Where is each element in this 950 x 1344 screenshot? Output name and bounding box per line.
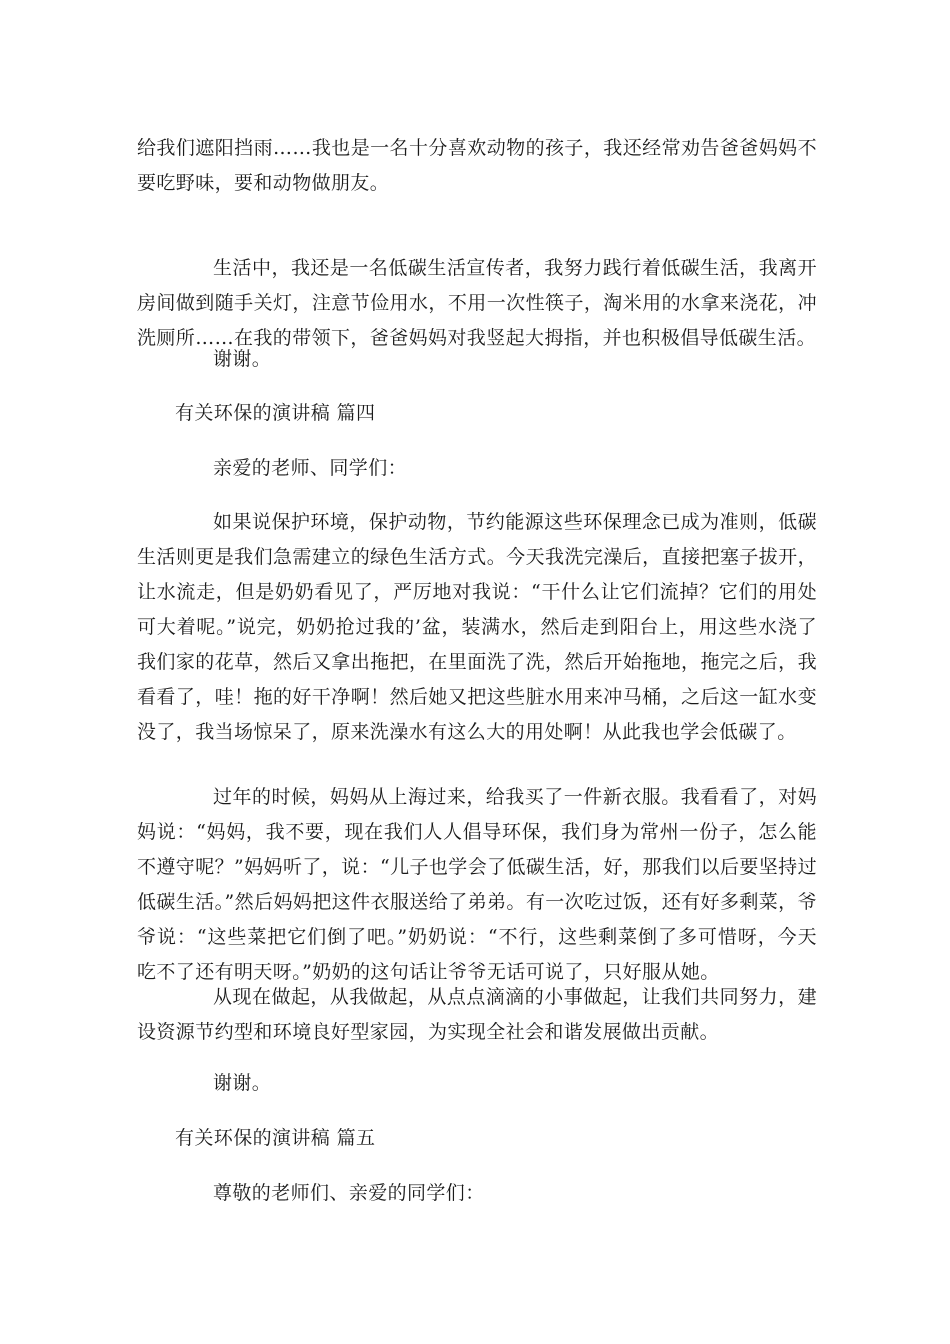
paragraph-low-carbon-promoter: 生活中，我还是一名低碳生活宣传者，我努力践行着低碳生活，我离开房间做到随手关灯，注意节俭用水，不用一次性筷子，淘米用的水拿来浇花，冲洗厕所……在我的带领下，爸爸妈妈对我竖起大拇指，并也积极倡导低碳生活。 xyxy=(137,257,817,349)
paragraph-bath-water: 如果说保护环境，保护动物，节约能源这些环保理念已成为准则，低碳生活则更是我们急需建立的绿色生活方式。今天我洗完澡后，直接把塞子拔开，让水流走，但是奶奶看见了，严厉地对我说：“干什么让它们流掉？它们的用处可大着呢。”说完，奶奶抢过我的’盆，装满水，然后走到阳台上，用这些水浇了我们家的花草，然后又拿出拖把，在里面洗了洗，然后开始拖地，拖完之后，我看看了，哇！拖的好干净啊！然后她又把这些脏水用来冲马桶，之后这一缸水变没了，我当场惊呆了，原来洗澡水有这么大的用处啊！从此我也学会低碳了。 xyxy=(137,511,817,743)
paragraph-new-year-clothes: 过年的时候，妈妈从上海过来，给我买了一件新衣服。我看看了，对妈妈说：“妈妈，我不要，现在我们人人倡导环保，我们身为常州一份子，怎么能不遵守呢？”妈妈听了，说：“儿子也学会了低碳生活，好，那我们以后要坚持过低碳生活。”然后妈妈把这件衣服送给了弟弟。有一次吃过饭，还有好多剩菜，爷爷说：“这些菜把它们倒了吧。”奶奶说：“不行，这些剩菜倒了多可惜呀，今天吃不了还有明天呀。”奶奶的这句话让爷爷无话可说了，只好服从她。 xyxy=(137,786,817,983)
paragraph-call-to-action: 从现在做起，从我做起，从点点滴滴的小事做起，让我们共同努力，建设资源节约型和环境良好型家园，为实现全社会和谐发展做出贡献。 xyxy=(137,986,817,1043)
greeting-4: 亲爱的老师、同学们： xyxy=(213,457,408,479)
greeting-5: 尊敬的老师们、亲爱的同学们： xyxy=(213,1182,485,1204)
paragraph-animals-ending: 给我们遮阳挡雨……我也是一名十分喜欢动物的孩子，我还经常劝告爸爸妈妈不要吃野味，要和动物做朋友。 xyxy=(137,137,817,194)
section-heading-4: 有关环保的演讲稿 篇四 xyxy=(175,402,376,424)
closing-thanks-3: 谢谢。 xyxy=(213,348,272,370)
section-heading-5: 有关环保的演讲稿 篇五 xyxy=(175,1127,376,1149)
closing-thanks-4: 谢谢。 xyxy=(213,1072,272,1094)
